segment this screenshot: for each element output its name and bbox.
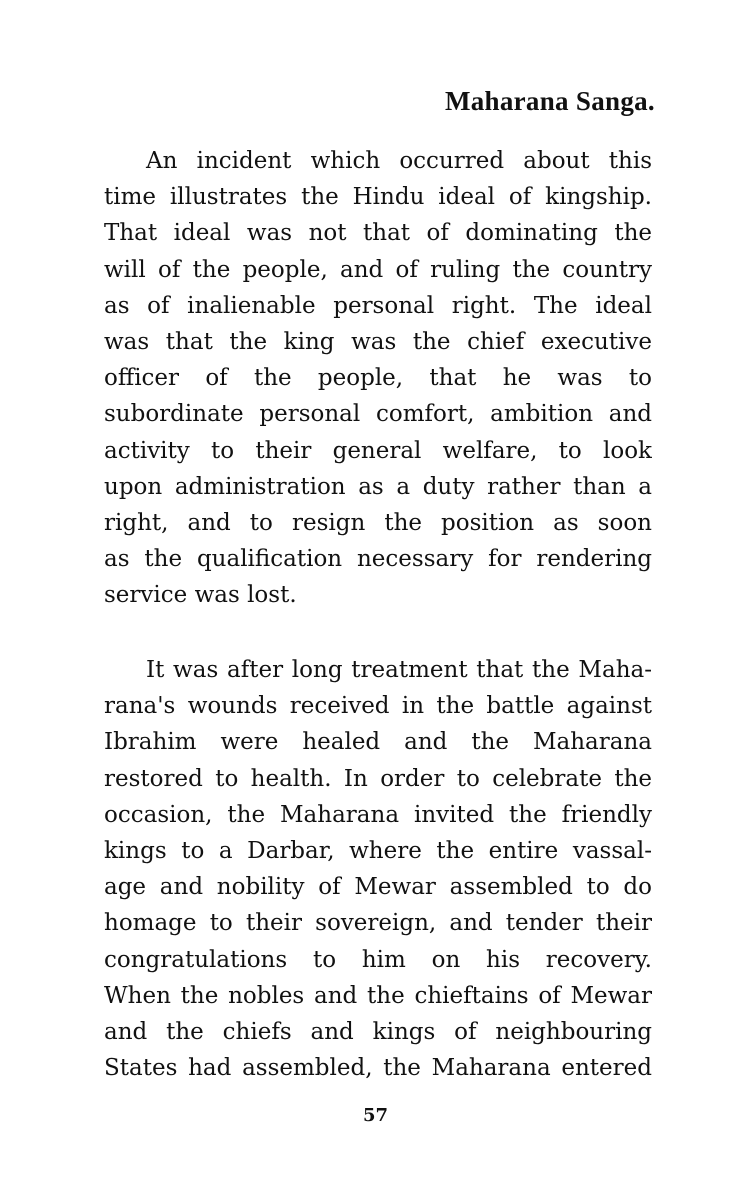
text-line: was that the king was the chief executive: [104, 328, 652, 355]
text-line: as of inalienable personal right. The ideal: [104, 292, 652, 319]
text-line: officer of the people, that he was to: [104, 365, 652, 392]
text-line: kings to a Darbar, where the entire vassal-: [104, 837, 652, 864]
text-line: age and nobility of Mewar assembled to do: [104, 874, 652, 901]
text-line: time illustrates the Hindu ideal of kingship.: [104, 184, 652, 211]
text-line: service was lost.: [104, 582, 297, 609]
text-line: occasion, the Maharana invited the friendly: [104, 801, 652, 828]
text-line: An incident which occurred about this: [146, 148, 652, 174]
paragraph-kingship-ideal: [104, 143, 652, 613]
text-line: restored to health. In order to celebrate the: [104, 765, 652, 792]
text-line: Ibrahim were healed and the Maharana: [104, 729, 652, 756]
text-line: will of the people, and of ruling the country: [104, 256, 652, 283]
text-line: right, and to resign the position as soon: [104, 509, 652, 536]
page-number: 57: [362, 1105, 389, 1126]
paragraph-darbar: [104, 652, 652, 1086]
text-line: activity to their general welfare, to look: [104, 437, 652, 464]
text-line: That ideal was not that of dominating the: [104, 220, 652, 247]
text-line: congratulations to him on his recovery.: [104, 946, 652, 973]
text-line: upon administration as a duty rather than a: [104, 473, 652, 500]
text-line: When the nobles and the chieftains of Mewar: [104, 982, 652, 1009]
text-line: It was after long treatment that the Maha-: [146, 657, 652, 683]
text-line: rana's wounds received in the battle against: [104, 693, 652, 720]
text-line: homage to their sovereign, and tender their: [104, 910, 652, 937]
text-line: and the chiefs and kings of neighbouring: [104, 1018, 652, 1045]
text-line: States had assembled, the Maharana entered: [104, 1055, 652, 1082]
running-head: Maharana Sanga.: [444, 86, 655, 116]
text-line: subordinate personal comfort, ambition and: [104, 401, 652, 428]
text-line: as the qualification necessary for rendering: [104, 546, 652, 573]
